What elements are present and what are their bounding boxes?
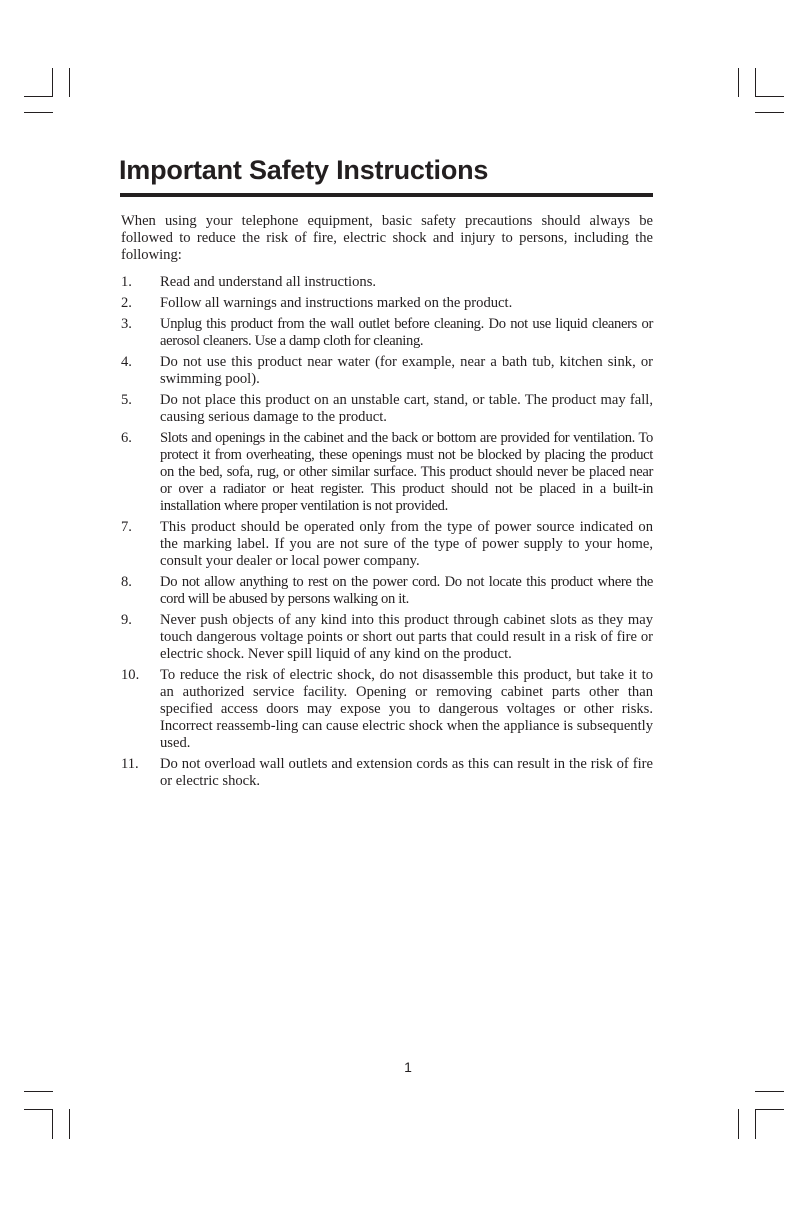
list-item [121,354,653,388]
crop-mark [755,68,756,97]
list-item [121,756,653,790]
page-number: 1 [404,1059,412,1075]
crop-mark [755,1109,784,1110]
item-number: 7. [121,519,132,535]
list-item [121,295,653,312]
item-number: 4. [121,354,132,370]
item-text: Read and understand all instructions. [160,274,377,290]
item-text: Never push objects of any kind into this product through cabinet slots as they may touch dangerous voltage points or short out parts that could result in a risk of fire or electric shock. Never spill liquid of any kind on the product. [160,612,653,662]
item-text: Unplug this product from the wall outlet before cleaning. Do not use liquid cleaners or aerosol cleaners. Use a damp cloth for cleaning. [160,316,653,349]
item-number: 5. [121,392,132,408]
item-text: To reduce the risk of electric shock, do not disassemble this product, but take it to an authorized service facility. Opening or removing cabinet parts other than specified access doors may expose you to dangerous voltages or other risks. Incorrect reassemb-ling can cause electric shock when the appliance is subsequently used. [160,667,653,751]
item-text: Do not place this product on an unstable cart, stand, or table. The product may fall, causing serious damage to the product. [160,392,653,425]
crop-mark [24,112,53,113]
crop-mark [738,68,739,97]
item-number: 10. [121,667,140,683]
item-number: 1. [121,274,132,290]
item-number: 9. [121,612,132,628]
item-text: Slots and openings in the cabinet and the back or bottom are provided for ventilation. To protect it from overheating, these openings must not be blocked by placing the product on the bed, sofa, rug, or other similar surface. This product should never be placed near or over a radiator or heat register. This product should not be placed in a built-in installation where proper ventilation is not provided. [160,430,653,514]
crop-mark [69,1109,70,1139]
crop-mark [52,68,53,97]
item-number: 2. [121,295,132,311]
list-item [121,430,653,515]
item-text: Do not use this product near water (for example, near a bath tub, kitchen sink, or swimming pool). [160,354,653,387]
crop-mark [755,1091,784,1092]
item-text: This product should be operated only from the type of power source indicated on the marking label. If you are not sure of the type of power supply to your home, consult your dealer or local power company. [160,519,653,569]
crop-mark [24,1109,53,1110]
crop-mark [738,1109,739,1139]
list-item [121,274,653,291]
title-rule [120,193,653,197]
item-number: 8. [121,574,132,590]
list-item [121,574,653,608]
list-item [121,316,653,350]
list-item [121,667,653,752]
item-text: Follow all warnings and instructions marked on the product. [160,295,513,311]
crop-mark [755,1109,756,1139]
page-title: Important Safety Instructions [119,155,489,185]
crop-mark [24,1091,53,1092]
list-item [121,612,653,663]
crop-mark [52,1109,53,1139]
item-number: 6. [121,430,132,446]
crop-mark [755,112,784,113]
instructions-body [121,213,653,794]
crop-mark [755,96,784,97]
crop-mark [24,96,53,97]
crop-mark [69,68,70,97]
item-number: 11. [121,756,139,772]
list-item [121,519,653,570]
item-text: Do not allow anything to rest on the power cord. Do not locate this product where the cord will be abused by persons walking on it. [160,574,653,607]
intro-paragraph: When using your telephone equipment, basic safety precautions should always be followed to reduce the risk of fire, electric shock and injury to persons, including the following: [121,213,653,263]
item-number: 3. [121,316,132,332]
item-text: Do not overload wall outlets and extension cords as this can result in the risk of fire or electric shock. [160,756,653,789]
instructions-list [121,274,653,790]
list-item [121,392,653,426]
